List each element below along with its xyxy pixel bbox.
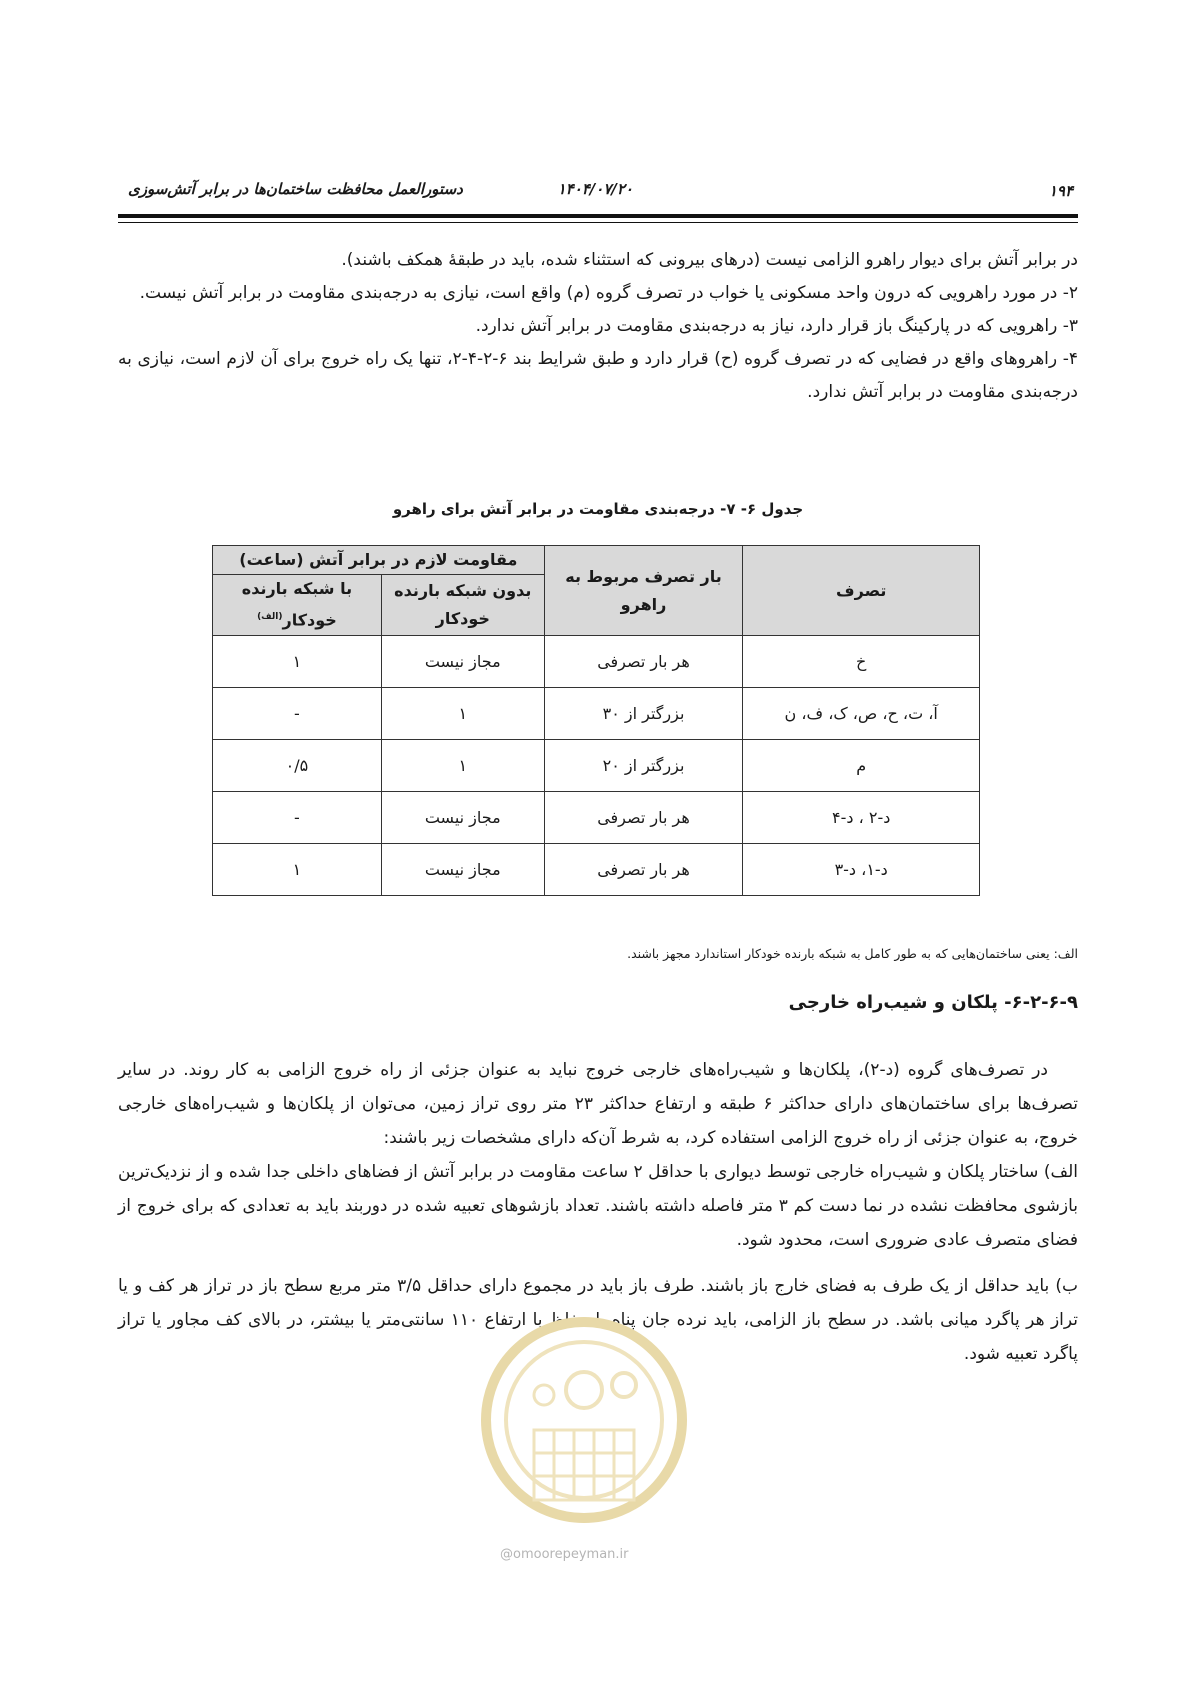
cell-with-sprinkler: -	[213, 792, 382, 844]
table-row	[213, 688, 980, 740]
fire-resistance-table	[212, 545, 980, 896]
table-row	[213, 792, 980, 844]
table-row	[213, 844, 980, 896]
cell-occupancy: آ، ت، ح، ص، ک، ف، ن	[743, 688, 980, 740]
seal-logo-icon	[474, 1310, 694, 1540]
cell-with-sprinkler: -	[213, 688, 382, 740]
table-caption: جدول ۶- ۷- درجه‌بندی مقاومت در برابر آتش برای راهرو	[392, 500, 804, 518]
paragraph: در برابر آتش برای دیوار راهرو الزامی نیست (درهای بیرونی که استثناء شده، باید در طبقهٔ همکف باشند).	[341, 250, 1078, 270]
cell-without-sprinkler: مجاز نیست	[381, 844, 544, 896]
table-row	[213, 636, 980, 688]
page-number: ۱۹۴	[1048, 182, 1073, 200]
running-header	[118, 178, 1073, 208]
paragraph: ۳- راهرویی که در پارکینگ باز قرار دارد، نیاز به درجه‌بندی مقاومت در برابر آتش ندارد.	[475, 316, 1078, 336]
paragraph: ب) باید حداقل از یک طرف به فضای خارج باز باشند. طرف باز باید در مجموع دارای حداقل ۳/۵ متر مربع سطح باز در تراز هر کف و یا تراز هر پاگرد میانی باشد. در سطح باز الزامی، باید نرده جان پناه یا حفاظ با ارتفاع ۱۱۰ سانتی‌متر یا بیشتر، در بالای کف مجاور یا تراز پاگرد تعبیه شود.	[118, 1276, 1078, 1364]
cell-occupancy: خ	[743, 636, 980, 688]
header-rule-thick	[118, 214, 1078, 218]
table-footnote: الف: یعنی ساختمان‌هایی که به طور کامل به شبکه بارنده خودکار استاندارد مجهز باشند.	[627, 946, 1078, 961]
cell-load: بزرگتر از ۳۰	[544, 688, 743, 740]
cell-load: هر بار تصرفی	[544, 636, 743, 688]
header-date: ۱۴۰۴/۰۷/۲۰	[557, 180, 633, 198]
cell-load: هر بار تصرفی	[544, 844, 743, 896]
header-with-sprinkler: با شبکه بارنده خودکار	[241, 579, 353, 630]
cell-load: بزرگتر از ۲۰	[544, 740, 743, 792]
paragraph: ۲- در مورد راهرویی که درون واحد مسکونی یا خواب در تصرف گروه (م) واقع است، نیازی به درجه‌بندی مقاومت در برابر آتش نیست.	[139, 283, 1078, 303]
header-load: بار تصرف مربوط به راهرو	[544, 546, 743, 636]
cell-without-sprinkler: ۱	[381, 688, 544, 740]
cell-load: هر بار تصرفی	[544, 792, 743, 844]
table-row	[213, 740, 980, 792]
cell-without-sprinkler: مجاز نیست	[381, 636, 544, 688]
header-rule-thin	[118, 222, 1078, 223]
cell-occupancy: د-۲ ، د-۴	[743, 792, 980, 844]
cell-without-sprinkler: مجاز نیست	[381, 792, 544, 844]
cell-occupancy: د-۱، د-۳	[743, 844, 980, 896]
header-title: دستورالعمل محافظت ساختمان‌ها در برابر آتش‌سوزی	[128, 180, 463, 198]
cell-with-sprinkler: ۱	[213, 636, 382, 688]
cell-occupancy: م	[743, 740, 980, 792]
header-resistance: مقاومت لازم در برابر آتش (ساعت)	[213, 546, 545, 575]
paragraph: الف) ساختار پلکان و شیب‌راه خارجی توسط دیواری با حداقل ۲ ساعت مقاومت در برابر آتش از فضاهای داخلی جدا شده و از نزدیک‌ترین بازشوی محافظت نشده در نما دست کم ۳ متر فاصله داشته باشند. تعداد بازشوهای تعبیه شده در دوربند باید به تعدادی که برای خروج از فضای متصرف عادی ضروری است، محدود شود.	[118, 1162, 1079, 1250]
top-paragraphs	[118, 244, 1078, 409]
cell-without-sprinkler: ۱	[381, 740, 544, 792]
paragraph: در تصرف‌های گروه (د-۲)، پلکان‌ها و شیب‌راه‌های خارجی خروج نباید به عنوان جزئی از راه خروج الزامی به کار روند. در سایر تصرف‌ها برای ساختمان‌های دارای حداکثر ۶ طبقه و ارتفاع حداکثر ۲۳ متر روی تراز زمین، می‌توان از پلکان‌ها و شیب‌راه‌های خارجی خروج، به عنوان جزئی از راه خروج الزامی استفاده کرد، به شرط آن‌که دارای مشخصات زیر باشند:	[118, 1060, 1078, 1148]
cell-with-sprinkler: ۰/۵	[213, 740, 382, 792]
section-heading: ۶-۲-۶-۹- پلکان و شیب‌راه خارجی	[788, 992, 1078, 1013]
cell-with-sprinkler: ۱	[213, 844, 382, 896]
watermark-text: @omoorepeyman.ir	[500, 1547, 629, 1562]
header-without-sprinkler: بدون شبکه بارنده خودکار	[381, 575, 544, 636]
header-occupancy: تصرف	[743, 546, 980, 636]
header-with-sprinkler-cell	[213, 575, 382, 636]
paragraph: ۴- راهروهای واقع در فضایی که در تصرف گروه (ح) قرار دارد و طبق شرایط بند ۶-۲-۴-۲، تنها یک راه خروج برای آن لازم است، نیازی به درجه‌بندی مقاومت در برابر آتش ندارد.	[118, 349, 1078, 402]
footnote-marker: (الف)	[257, 612, 283, 623]
